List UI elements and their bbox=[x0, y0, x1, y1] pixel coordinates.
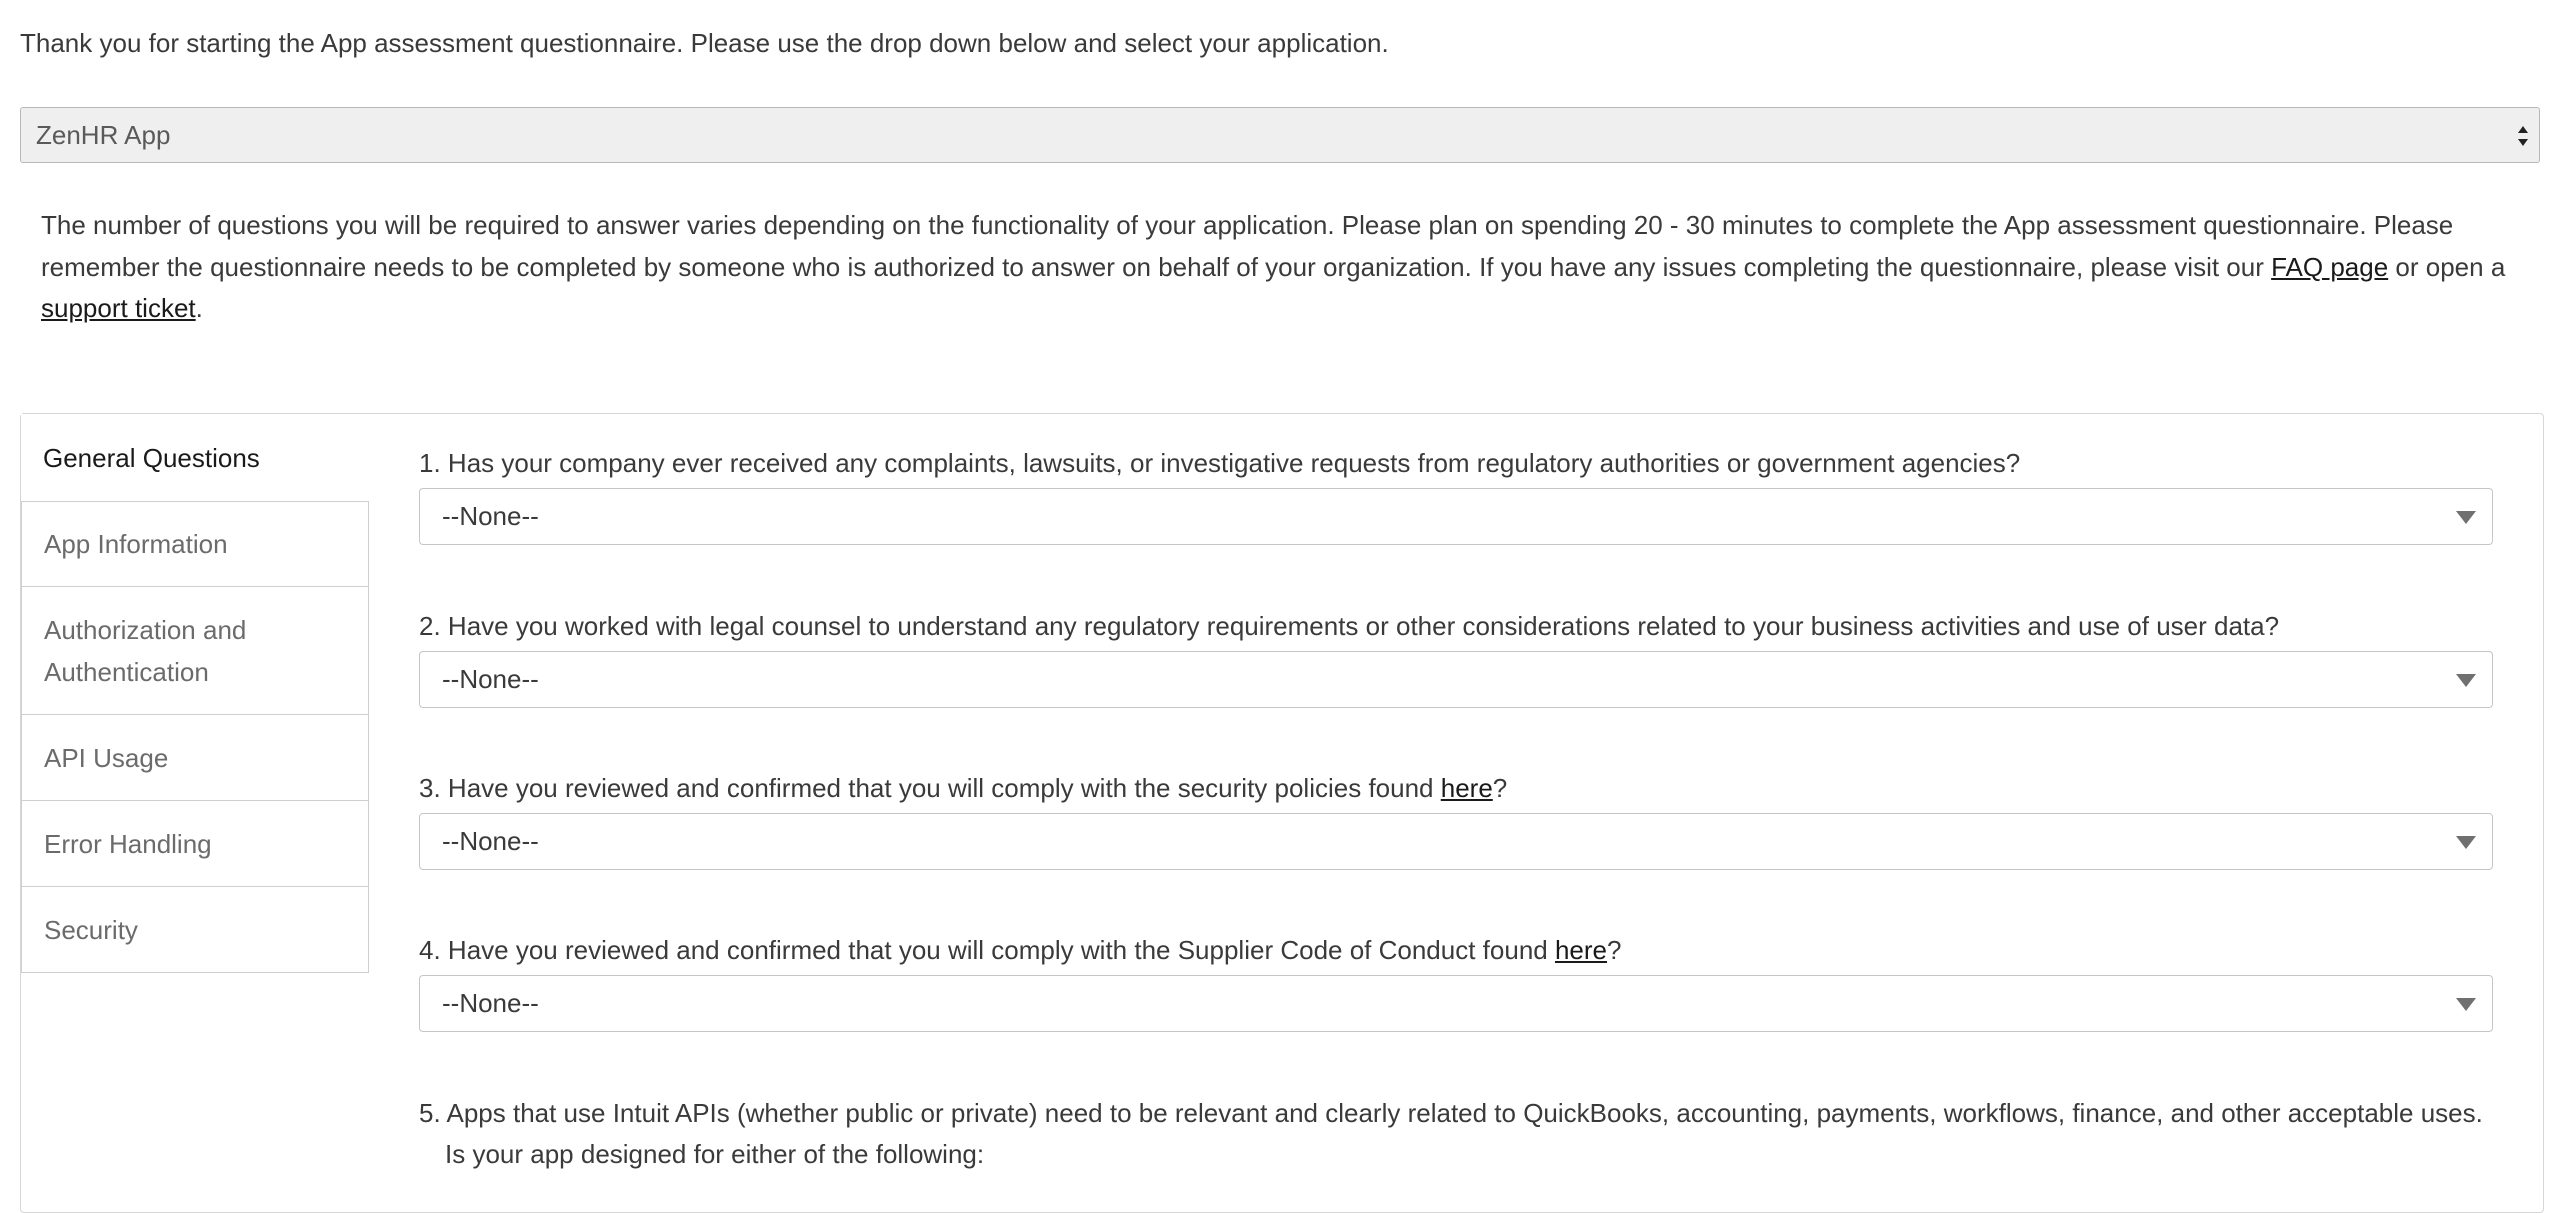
select-value: --None-- bbox=[442, 988, 539, 1018]
question-2-select[interactable] bbox=[419, 651, 2493, 708]
question-2 bbox=[419, 606, 2493, 708]
tab-error-handling[interactable]: Error Handling bbox=[21, 801, 369, 887]
question-4 bbox=[419, 930, 2493, 1032]
question-number: 4. bbox=[419, 935, 441, 965]
question-text: Have you reviewed and confirmed that you will comply with the security policies found bbox=[447, 773, 1441, 803]
tab-app-information[interactable]: App Information bbox=[21, 501, 369, 587]
question-5 bbox=[419, 1093, 2493, 1175]
question-number: 1. bbox=[419, 448, 441, 478]
question-text: Has your company ever received any complaints, lawsuits, or investigative requests from regulatory authorities or government agencies? bbox=[447, 448, 2021, 478]
question-text-line2: Is your app designed for either of the following: bbox=[445, 1139, 985, 1169]
select-value: --None-- bbox=[442, 501, 539, 531]
intro-text: Thank you for starting the App assessment questionnaire. Please use the drop down below and select your application. bbox=[20, 28, 1389, 58]
application-select-value: ZenHR App bbox=[36, 120, 171, 150]
instructions-text-middle: or open a bbox=[2388, 251, 2506, 282]
application-select[interactable] bbox=[20, 107, 2540, 163]
section-tabs bbox=[21, 414, 369, 973]
select-value: --None-- bbox=[442, 664, 539, 694]
question-3-select[interactable] bbox=[419, 813, 2493, 870]
select-value: --None-- bbox=[442, 826, 539, 856]
tab-security[interactable]: Security bbox=[21, 887, 369, 973]
tab-authorization-and-authentication[interactable]: Authorization and Authentication bbox=[21, 587, 369, 715]
question-1-select[interactable] bbox=[419, 488, 2493, 545]
question-number: 2. bbox=[419, 611, 441, 641]
question-text-end: ? bbox=[1607, 935, 1622, 965]
instructions-paragraph bbox=[41, 205, 2531, 330]
question-text-end: ? bbox=[1492, 773, 1508, 803]
question-text: Apps that use Intuit APIs (whether public or private) need to be relevant and clearly related to QuickBooks, accounting, payments, workflows, finance, and other acceptable uses. bbox=[446, 1098, 2483, 1128]
question-text: Have you reviewed and confirmed that you will comply with the Supplier Code of Conduct found bbox=[447, 935, 1555, 965]
chevron-down-icon bbox=[2456, 674, 2476, 687]
instructions-text: The number of questions you will be required to answer varies depending on the functionality of your application. Please plan on spending 20 - 30 minutes to complete the App assessment questionnaire. Please remember the questionnaire needs to be completed by someone who is authorized to answer on behalf of your organization. If you have any issues completing the questionnaire, please visit our bbox=[41, 210, 2454, 282]
chevron-down-icon bbox=[2456, 511, 2476, 524]
question-text: Have you worked with legal counsel to understand any regulatory requirements or other considerations related to your business activities and use of user data? bbox=[447, 611, 2280, 641]
question-2-label bbox=[419, 606, 2493, 647]
support-ticket-link[interactable]: support ticket bbox=[41, 293, 196, 323]
instructions-text-end: . bbox=[195, 293, 203, 323]
question-5-label bbox=[419, 1093, 2493, 1175]
supplier-code-link[interactable]: here bbox=[1554, 935, 1608, 965]
faq-page-link[interactable]: FAQ page bbox=[2271, 251, 2389, 282]
question-1-label bbox=[419, 443, 2493, 484]
security-policies-link[interactable]: here bbox=[1440, 773, 1493, 803]
question-1 bbox=[419, 443, 2493, 545]
question-number: 3. bbox=[419, 773, 441, 803]
chevron-down-icon bbox=[2456, 998, 2476, 1011]
question-3-label bbox=[419, 768, 2493, 809]
tab-general-questions[interactable]: General Questions bbox=[21, 414, 369, 501]
select-updown-icon bbox=[2515, 118, 2531, 154]
questionnaire-panel bbox=[20, 413, 2544, 1213]
question-3 bbox=[419, 768, 2493, 870]
question-4-label bbox=[419, 930, 2493, 971]
tab-api-usage[interactable]: API Usage bbox=[21, 715, 369, 801]
chevron-down-icon bbox=[2456, 836, 2476, 849]
question-4-select[interactable] bbox=[419, 975, 2493, 1032]
question-number: 5. bbox=[419, 1098, 441, 1128]
